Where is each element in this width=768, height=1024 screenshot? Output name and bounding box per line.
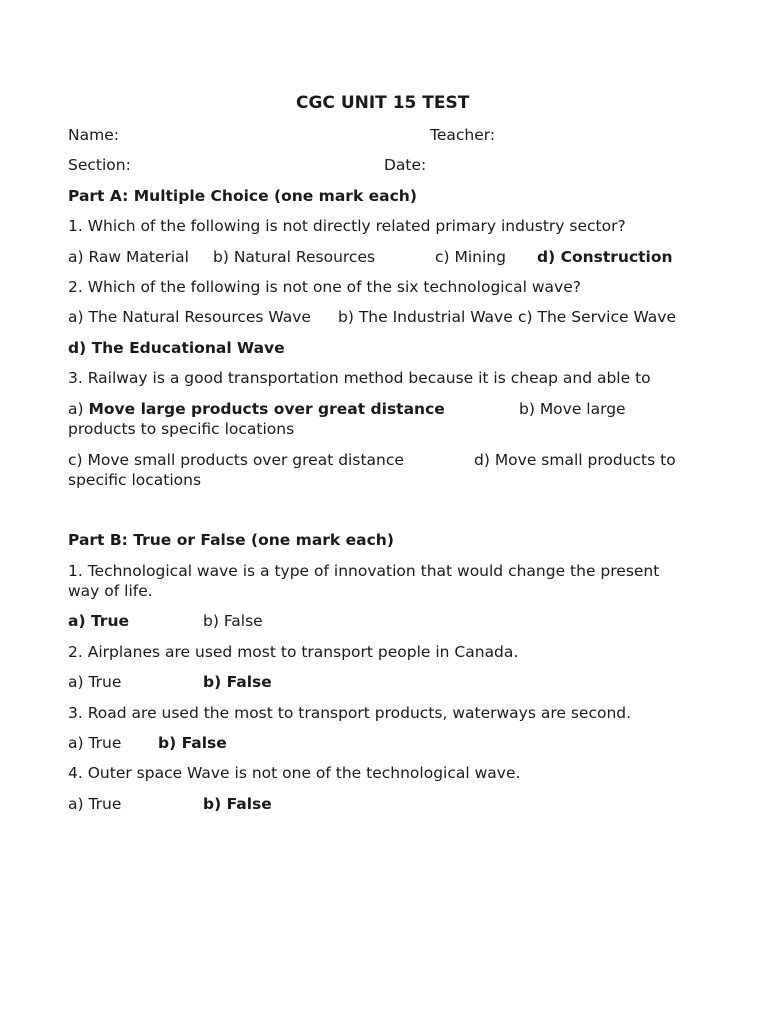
answer-a3-a [68, 399, 445, 419]
answer-a3-b: b) Move large [519, 400, 626, 418]
answer-a2-a: a) The Natural Resources Wave [68, 308, 311, 326]
answer-a2-c: c) The Service Wave [518, 308, 677, 326]
answer-b2-false-correct: b) False [203, 673, 272, 691]
answer-a2-d-correct: d) The Educational Wave [68, 339, 285, 357]
answer-b2-true: a) True [68, 673, 122, 691]
question-b1: 1. Technological wave is a type of innovation that would change the present [68, 562, 660, 580]
answer-a3-b-continued: products to specific locations [68, 420, 295, 438]
question-b3: 3. Road are used the most to transport products, waterways are second. [68, 704, 632, 722]
part-a-heading: Part A: Multiple Choice (one mark each) [68, 187, 417, 205]
answer-a2-b: b) The Industrial Wave [338, 308, 513, 326]
answer-b3-false-correct: b) False [158, 734, 227, 752]
answer-a1-a: a) Raw Material [68, 248, 189, 266]
answer-b4-false-correct: b) False [203, 795, 272, 813]
answer-a3-d: d) Move small products to [474, 451, 676, 469]
question-b4: 4. Outer space Wave is not one of the technological wave. [68, 764, 521, 782]
question-a2: 2. Which of the following is not one of the six technological wave? [68, 278, 581, 296]
page-title: CGC UNIT 15 TEST [296, 93, 470, 113]
answer-a3-c: c) Move small products over great distance [68, 451, 404, 469]
teacher-label: Teacher: [430, 126, 496, 144]
answer-b3-true: a) True [68, 734, 122, 752]
answer-a1-d-correct: d) Construction [537, 248, 673, 266]
question-b2: 2. Airplanes are used most to transport people in Canada. [68, 643, 519, 661]
question-a3: 3. Railway is a good transportation method because it is cheap and able to [68, 369, 651, 387]
answer-a1-b: b) Natural Resources [213, 248, 376, 266]
answer-a3-a-correct: Move large products over great distance [88, 400, 445, 418]
part-b-heading: Part B: True or False (one mark each) [68, 531, 394, 549]
name-label: Name: [68, 126, 119, 144]
question-a1: 1. Which of the following is not directly related primary industry sector? [68, 217, 626, 235]
date-label: Date: [384, 156, 427, 174]
answer-b1-true-correct: a) True [68, 612, 130, 630]
answer-b1-false: b) False [203, 612, 263, 630]
answer-b4-true: a) True [68, 795, 122, 813]
answer-a3-d-continued: specific locations [68, 471, 202, 489]
section-label: Section: [68, 156, 131, 174]
question-b1-continued: way of life. [68, 582, 153, 600]
answer-a3-a-prefix: a) [68, 400, 89, 418]
answer-a1-c: c) Mining [435, 248, 506, 266]
